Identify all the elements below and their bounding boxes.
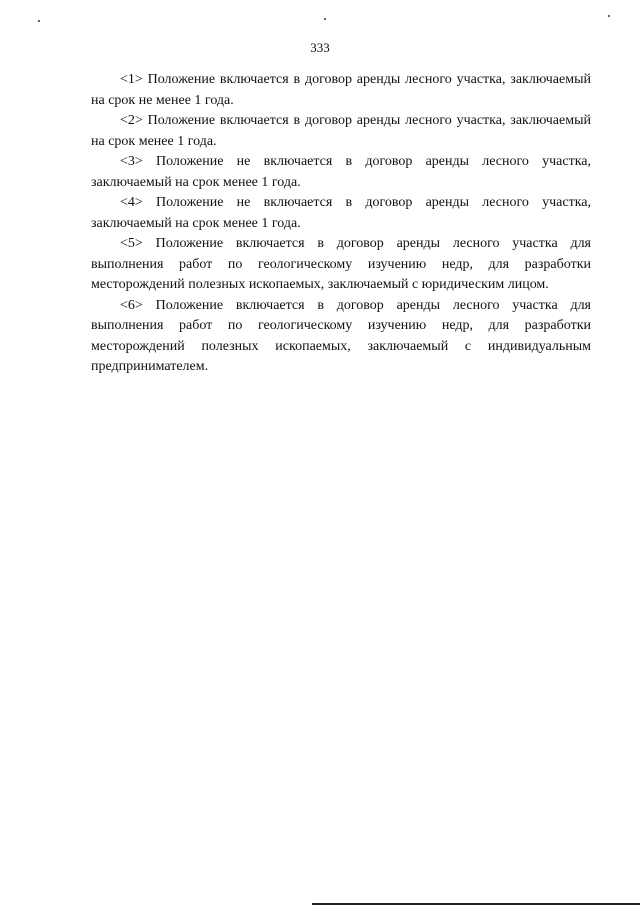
footnote-5: <5> Положение включается в договор аренды лесного участка для выполнения работ по геологическому изучению недр, для разработки месторождений полезных ископаемых, заключаемый с юридическим лицом. [91, 236, 591, 292]
footnote-1: <1> Положение включается в договор аренды лесного участка, заключаемый на срок не менее 1 года. [91, 72, 591, 108]
page-number: 333 [310, 40, 330, 55]
footnotes-list [91, 70, 591, 378]
footnote-2: <2> Положение включается в договор аренды лесного участка, заключаемый на срок менее 1 года. [91, 113, 591, 149]
footnote-4: <4> Положение не включается в договор аренды лесного участка, заключаемый на срок менее 1 года. [91, 195, 591, 231]
footnote-3: <3> Положение не включается в договор аренды лесного участка, заключаемый на срок менее 1 года. [91, 154, 591, 190]
scan-speck [38, 20, 40, 22]
scan-speck [608, 15, 610, 17]
footnote-6: <6> Положение включается в договор аренды лесного участка для выполнения работ по геологическому изучению недр, для разработки месторождений полезных ископаемых, заключаемый с индивидуальным предпринимателем. [91, 297, 591, 374]
scan-speck [324, 18, 326, 20]
